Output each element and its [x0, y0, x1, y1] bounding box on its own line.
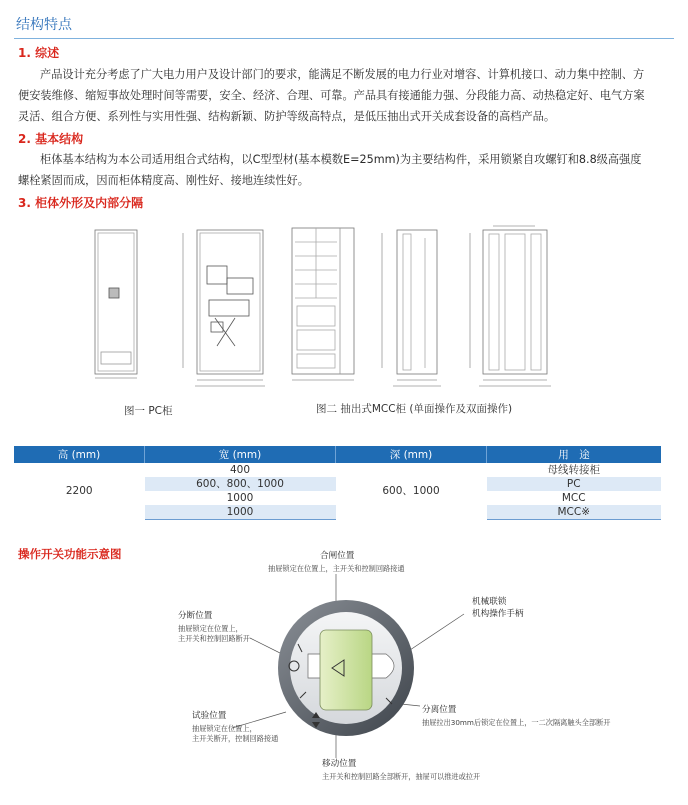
mcc-cabinet-side-drawing — [382, 230, 441, 386]
switch-diagram-title: 操作开关功能示意图 — [18, 547, 122, 561]
open-position-desc1: 抽屉锁定在位置上， — [178, 624, 243, 633]
width-cell: 1000 — [226, 492, 254, 504]
closed-position-title: 合闸位置 — [320, 551, 355, 561]
dimension-table — [14, 446, 661, 520]
section-title-overview: 1. 综述 — [18, 46, 60, 60]
page-header — [14, 12, 674, 39]
col-usage: 用 途 — [487, 446, 662, 463]
switch-knob-drawing — [150, 548, 680, 798]
closed-position-desc: 抽屉锁定在位置上，主开关和控制回路接通 — [268, 564, 405, 573]
width-cell: 600、800、1000 — [145, 477, 336, 491]
usage-cell: PC — [487, 477, 662, 491]
text-line: 螺栓紧固而成，因而柜体精度高、刚性好、接地连续性好。 — [18, 174, 309, 187]
moving-position-title: 移动位置 — [322, 759, 357, 769]
section-title-outline: 3. 柜体外形及内部分隔 — [18, 196, 144, 210]
open-position-desc2: 主开关和控制回路断开 — [178, 634, 250, 643]
height-cell: 2200 — [65, 485, 93, 498]
open-position-title: 分断位置 — [178, 611, 213, 621]
test-position-desc1: 抽屉锁定在位置上， — [192, 724, 257, 733]
separated-position-desc: 抽屉拉出30mm后锁定在位置上，一二次隔离触头全部断开 — [422, 718, 611, 727]
overview-paragraph — [18, 64, 666, 127]
col-height: 高 (mm) — [14, 446, 145, 463]
figure2-caption: 图二 抽出式MCC柜 (单面操作及双面操作) — [316, 403, 513, 415]
mcc-double-sided-drawing — [470, 226, 551, 386]
usage-cell: MCC※ — [487, 505, 662, 520]
usage-cell: MCC — [561, 492, 586, 504]
cabinet-drawings — [85, 218, 605, 398]
width-cell: 400 — [229, 464, 251, 476]
test-position-title: 试验位置 — [192, 711, 227, 721]
structure-paragraph — [18, 149, 666, 191]
col-depth: 深 (mm) — [336, 446, 487, 463]
section-title-structure: 2. 基本结构 — [18, 132, 84, 146]
page-title: 结构特点 — [16, 17, 72, 33]
mcc-cabinet-front-drawing — [292, 228, 354, 380]
col-width: 宽 (mm) — [145, 446, 336, 463]
depth-cell: 600、1000 — [382, 485, 440, 498]
test-position-desc2: 主开关断开，控制回路接通 — [192, 734, 279, 743]
separated-position-title: 分离位置 — [422, 705, 457, 715]
figure1-caption: 图一 PC柜 — [124, 405, 173, 417]
mechanism-desc: 机构操作手柄 — [472, 609, 524, 619]
text-line: 灵活、组合方便、系列性与实用性强、结构新颖、防护等级高特点，是低压抽出式开关成套设备的高档产品。 — [18, 110, 556, 123]
handle-icon — [320, 630, 372, 710]
pc-cabinet-front-drawing — [95, 230, 137, 378]
text-line: 产品设计充分考虑了广大电力用户及设计部门的要求，能满足不断发展的电力行业对增容、计算机接口、动力集中控制、方 — [40, 68, 645, 81]
text-line: 便安装维修、缩短事故处理时间等需要，安全、经济、合理、可靠。产品具有接通能力强、分段能力高、动热稳定好、电气方案 — [18, 89, 645, 102]
switch-diagram — [150, 548, 680, 798]
mechanism-title: 机械联锁 — [472, 597, 507, 607]
pc-cabinet-side-drawing — [183, 230, 265, 386]
text-line: 柜体基本结构为本公司适用组合式结构，以C型型材(基本模数E=25mm)为主要结构件，采用锁紧自攻螺钉和8.8级高强度 — [40, 153, 642, 166]
width-cell: 1000 — [145, 505, 336, 520]
usage-cell: 母线转接柜 — [547, 464, 600, 476]
table-row — [14, 463, 661, 477]
moving-position-desc: 主开关和控制回路全部断开，抽屉可以推进或拉开 — [322, 772, 481, 781]
